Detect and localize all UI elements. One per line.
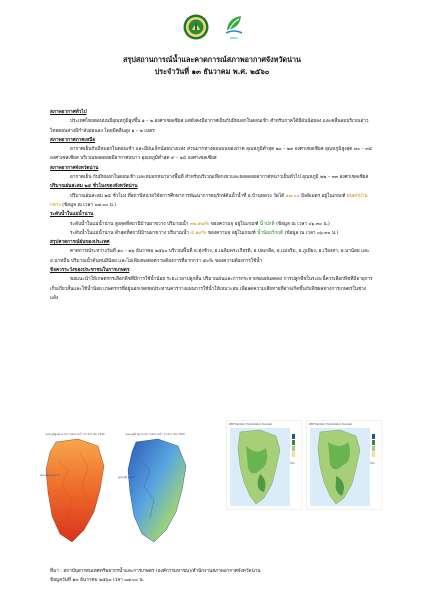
rainfall-heading: ปริมาณฝนสะสม ๒๔ ชั่วโมงของจังหวัดน่าน	[50, 184, 138, 190]
rainfall-forecast-map-1	[226, 420, 302, 510]
min-temperature-map-title: อุณหภูมิต่ำสุด คาดการณ์ล่วงหน้า 13 ธันวาคม 2560	[125, 433, 185, 436]
water-level-high-time: (ข้อมูล ณ เวลา ๐๖.๓๐ น.)	[276, 221, 330, 227]
source-date-line: ข้อมูลวันที่ ๑๓ ธันวาคม ๒๕๖๐ เวลา ๐๗.๐๐ น.	[50, 578, 145, 584]
water-level-low-mid: ของความจุ อยู่ในเกณฑ์	[207, 230, 256, 236]
report-body	[50, 108, 374, 303]
rainfall-level: ฝนตกปานกลาง	[50, 193, 368, 208]
rainfall-text	[50, 192, 374, 211]
advice-heading: ข้อควรระวังของประชาชนในการเกษตร	[50, 268, 130, 274]
rainfall-forecast-2-title: WRF Rainfall / Precipitation forecast	[309, 423, 352, 426]
water-level-low-status: น้ำน้อยวิกฤติ	[257, 230, 284, 236]
rainfall-forecast-map-2	[306, 420, 382, 510]
north-weather-heading: สภาพอากาศภาคเหนือ	[50, 137, 96, 143]
rainfall-value: ๑๗.๐๐	[285, 193, 300, 199]
forecast-text: คาดการณ์ระหว่างวันที่ ๑๐ – ๒๖ ธันวาคม ๒๕๖๐ บริเวณพื้นที่ อ.ทุ่งช้าง, อ.เฉลิมพระเกียรติ, อ.บ่อเกลือ, อ.แม่จริม, อ.ภูเพียง, อ.เวียงสา, อ.นาน้อย และ อ.นาหมื่น ปริมาณน้ำต้นทุนมีน้อย และไม่เพียงพอต่อความต้องการที่มากกว่า ๕๐% ของความต้องการใช้น้ำ	[50, 249, 370, 264]
water-level-heading: ระดับน้ำในแม่น้ำน่าน	[50, 212, 94, 218]
rainfall-forecast-2-legend: mm	[370, 462, 375, 465]
document-title: สรุปสถานการณ์น้ำและคาดการณ์สภาพอากาศจังหวัดน่าน	[123, 55, 301, 64]
min-temperature-region	[128, 439, 186, 542]
ministry-seal-logo	[183, 14, 209, 40]
advice-text: ขอแนะนำให้เกษตรกรเลือกพืชที่มีการใช้น้ำน้อย ระยะเวลาปลูกสั้น ปริมาณฝนและการกระจายของฝนลดลง การปลูกพืชในระยะนี้ควรเลือกพืชที่มีอายุการเก็บเกี่ยวสั้นและใช้น้ำน้อย เกษตรกรที่อยู่นอกเขตชลประทานควรวางแผนการใช้น้ำให้เหมาะสม เพื่อลดความเสียหายที่อาจเกิดขึ้นกับพืชผลทางการเกษตรในช่วงแล้ง	[50, 277, 373, 301]
water-level-high-value: ๓๒.๙๗%	[189, 221, 210, 227]
water-level-low	[50, 229, 374, 238]
document-date: ประจำวันที่ ๑๓ ธันวาคม พ.ศ. ๒๕๖๐	[154, 67, 270, 76]
north-weather-text: อากาศเย็นกับมีหมอกในตอนเช้า และมีฝนเล็กน้อยบางแห่ง ส่วนมากทางตอนบนของภาค อุณหภูมิต่ำสุด ๒๐ – ๒๓ องศาเซลเซียส อุณหภูมิสูงสุด ๓๐ – ๓๔ องศาเซลเซียส บริเวณยอดดอยมีอากาศหนาว อุณหภูมิต่ำสุด ๙ – ๑๔ องศาเซลเซียส	[50, 147, 373, 162]
water-level-low-time: (ข้อมูล ณ เวลา ๐๖.๓๐ น.)	[284, 230, 339, 236]
forecast-heading: สรุปคาดการณ์ฝนของประเทศ	[50, 240, 110, 246]
svg-text:สสนก: สสนก	[230, 36, 238, 40]
water-level-high-mid: ของความจุ อยู่ในเกณฑ์	[210, 221, 259, 227]
source-line: ที่มา : สถาบันสารสนเทศทรัพยากรน้ำและการเกษตร (องค์การมหาชน)/สำนักงานสภาพอากาศจังหวัดน่าน	[50, 569, 261, 574]
rainfall-text-before: ปริมาณฝนสะสม ๒๔ ชั่วโมง ที่สถานีหน่วยวิจัยการศึกษาการพัฒนาการอนุรักษ์ต้นน้ำน้ำที่ อ.บ้านหลวง วัดได้	[70, 193, 285, 199]
min-temperature-legend: อุณหภูมิ ๑.๖°C	[118, 476, 136, 479]
water-level-low-value: ๔.๑๙%	[190, 230, 207, 236]
water-level-high	[50, 220, 374, 229]
water-level-high-status: น้ำปกติ	[259, 221, 275, 227]
max-temperature-legend: อุณหภูมิ ๓๓.๙°C	[40, 474, 60, 477]
max-temperature-region	[46, 439, 104, 542]
nan-weather-heading: สภาพอากาศจังหวัดน่าน	[50, 165, 99, 171]
general-weather-text: ประเทศไทยตอนบนมีอุณหภูมิสูงขึ้น ๑ – ๒ องศาเซลเซียส แต่ยังคงมีอากาศเย็นกับมีหมอกในตอนเช้า สำหรับภาคใต้มีฝนน้อยลง และคลื่นลมบริเวณอ่าวไทยตอนล่างมีกำลังอ่อนลง โดยมีคลื่นสูง ๑ – ๒ เมตร	[50, 119, 369, 134]
max-temperature-map	[38, 430, 112, 550]
agency-leaf-logo	[224, 14, 244, 40]
water-level-low-text: ระดับน้ำในแม่น้ำน่าน ต่ำสุดที่สถานีบ้านผาขวาง ปริมาณน้ำ	[70, 230, 189, 236]
nan-weather-text: อากาศเย็น กับมีหมอกในตอนเช้า และหมอกหนาบางพื้นที่ สำหรับบริเวณเทือกเขาและยอดดอยอากาศหนาวเย็นทั่วไป อุณหภูมิ ๒๒ – ๓๓ องศาเซลเซียส	[70, 175, 369, 181]
rainfall-time: (ข้อมูล ณ เวลา ๐๗.๐๐ น.)	[62, 202, 117, 208]
source-caption	[50, 567, 374, 586]
water-level-high-text: ระดับน้ำในแม่น้ำน่าน สูงสุดที่สถานีบ้านผาขวาง ปริมาณน้ำ	[70, 221, 189, 227]
rainfall-text-mid: มิลลิเมตร อยู่ในเกณฑ์	[301, 193, 346, 199]
max-temperature-map-title: อุณหภูมิสูงสุด คาดการณ์ล่วงหน้า 13 ธันวาคม 2560	[45, 433, 105, 436]
rainfall-forecast-1-title: WRF Rainfall / Precipitation forecast	[229, 423, 272, 426]
general-weather-heading: สภาพอากาศทั่วไป	[50, 110, 87, 115]
rainfall-forecast-1-legend: mm	[290, 462, 295, 465]
min-temperature-map	[116, 430, 194, 550]
